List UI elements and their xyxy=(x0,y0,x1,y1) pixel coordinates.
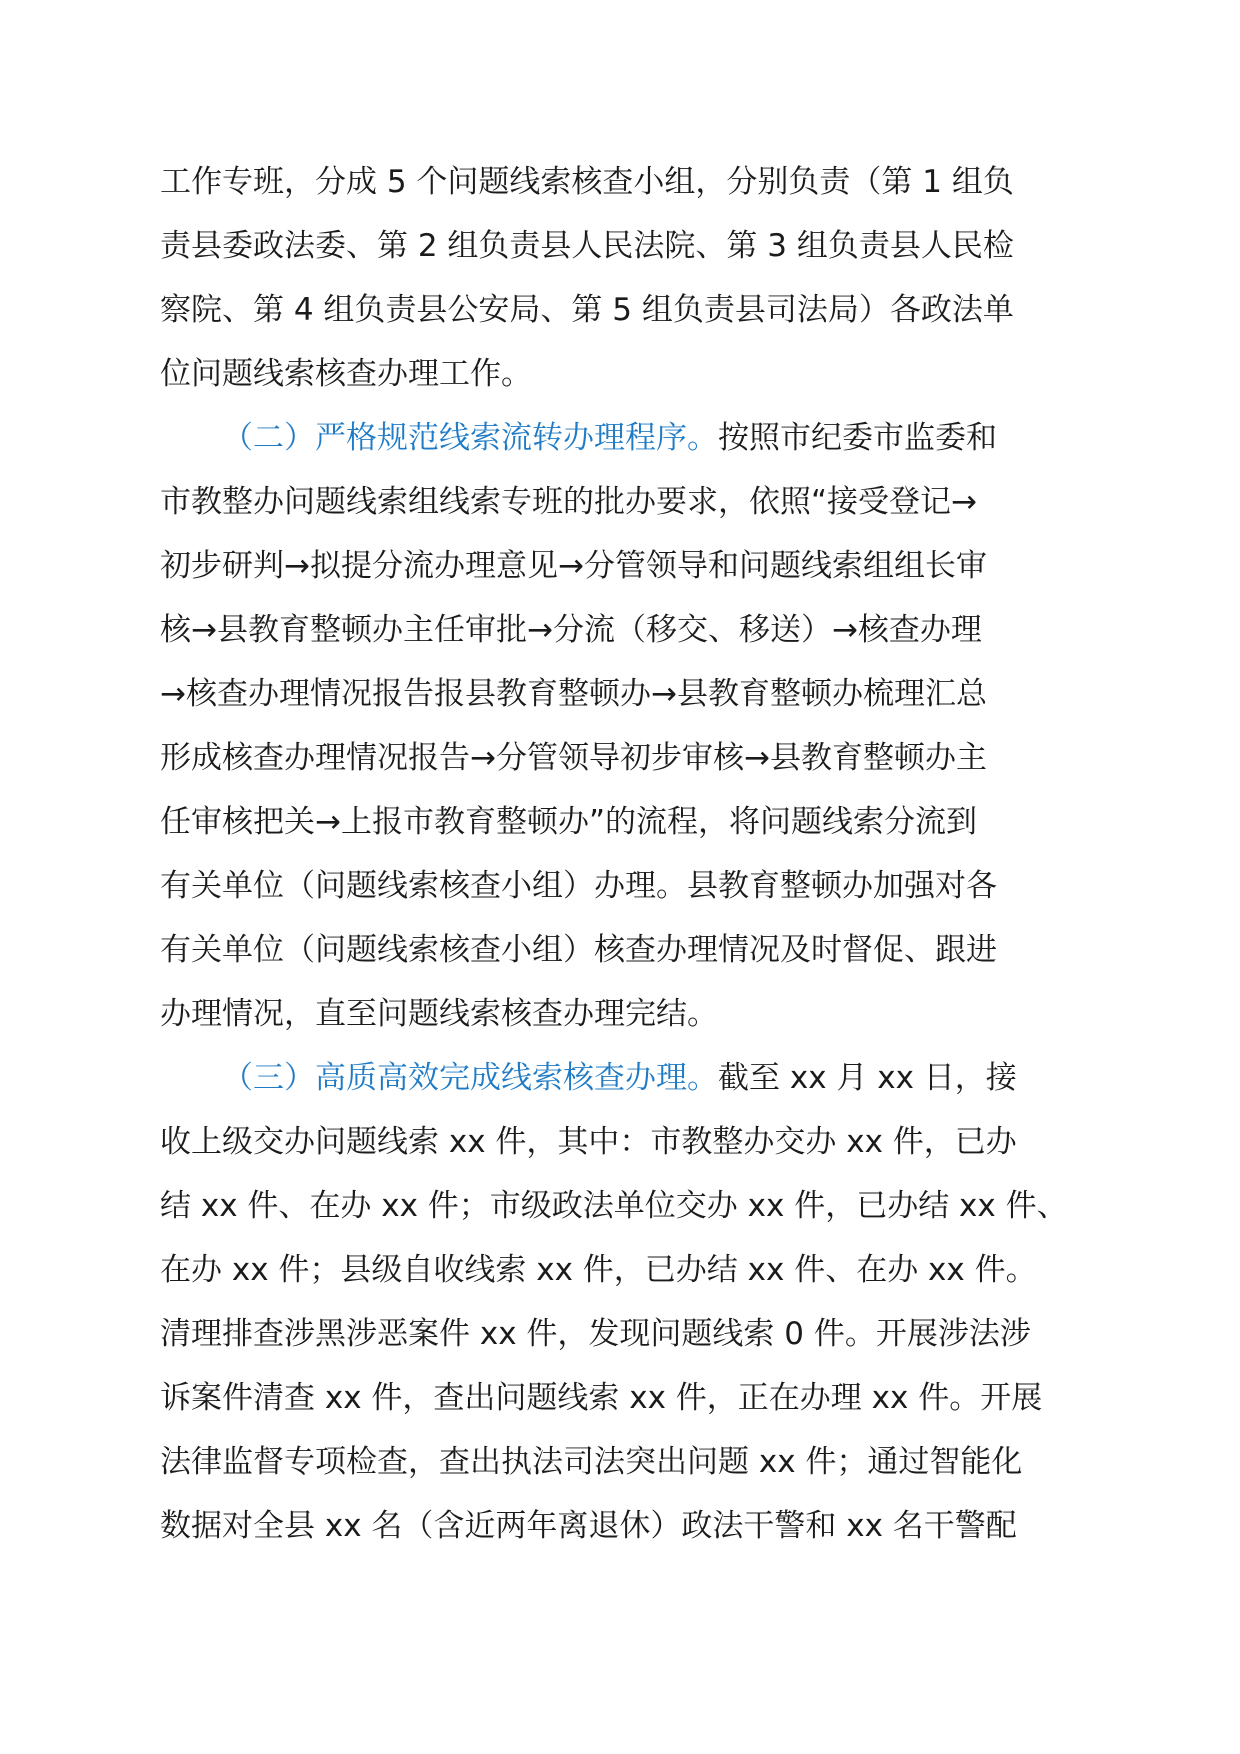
text-line: 有关单位（问题线索核查小组）核查办理情况及时督促、跟进 xyxy=(160,932,997,968)
paragraph-work-team xyxy=(160,150,1100,406)
text-line: 核→县教育整顿办主任审批→分流（移交、移送）→核查办理 xyxy=(160,612,982,648)
text-line: 数据对全县 xx 名（含近两年离退休）政法干警和 xx 名干警配 xyxy=(160,1508,1017,1544)
text-line: 察院、第 4 组负责县公安局、第 5 组负责县司法局）各政法单 xyxy=(160,292,1014,328)
paragraph-clue-transfer-procedure xyxy=(160,406,1100,1046)
text-line: 办理情况，直至问题线索核查办理完结。 xyxy=(160,996,718,1032)
text-line: 法律监督专项检查，查出执法司法突出问题 xx 件；通过智能化 xyxy=(160,1444,1023,1480)
text-line: 责县委政法委、第 2 组负责县人民法院、第 3 组负责县人民检 xyxy=(160,228,1014,264)
section-heading-2: （二）严格规范线索流转办理程序。 xyxy=(222,420,718,456)
text-line: 在办 xx 件；县级自收线索 xx 件，已办结 xx 件、在办 xx 件。 xyxy=(160,1252,1037,1288)
section-heading-3: （三）高质高效完成线索核查办理。 xyxy=(222,1060,718,1096)
text-line: 初步研判→拟提分流办理意见→分管领导和问题线索组组长审 xyxy=(160,548,987,584)
text-line: →核查办理情况报告报县教育整顿办→县教育整顿办梳理汇总 xyxy=(160,676,987,712)
text-line: 清理排查涉黑涉恶案件 xx 件，发现问题线索 0 件。开展涉法涉 xyxy=(160,1316,1031,1352)
text-line: 位问题线索核查办理工作。 xyxy=(160,356,532,392)
document-body xyxy=(160,150,1100,1558)
text-line: 工作专班，分成 5 个问题线索核查小组，分别负责（第 1 组负 xyxy=(160,164,1014,200)
text-line: 诉案件清查 xx 件，查出问题线索 xx 件，正在办理 xx 件。开展 xyxy=(160,1380,1043,1416)
text-line: 有关单位（问题线索核查小组）办理。县教育整顿办加强对各 xyxy=(160,868,997,904)
text-line: 形成核查办理情况报告→分管领导初步审核→县教育整顿办主 xyxy=(160,740,987,776)
paragraph-clue-verification xyxy=(160,1046,1100,1558)
paragraph-first-line xyxy=(160,1046,1100,1110)
text-line: 结 xx 件、在办 xx 件；市级政法单位交办 xx 件，已办结 xx 件、 xyxy=(160,1188,1068,1224)
text-line: 收上级交办问题线索 xx 件，其中：市教整办交办 xx 件，已办 xyxy=(160,1124,1017,1160)
text-line: 市教整办问题线索组线索专班的批办要求，依照“接受登记→ xyxy=(160,484,978,520)
paragraph-first-line xyxy=(160,406,1100,470)
text-run: 按照市纪委市监委和 xyxy=(718,420,997,456)
text-run: 截至 xx 月 xx 日，接 xyxy=(718,1060,1017,1096)
text-line: 任审核把关→上报市教育整顿办”的流程，将问题线索分流到 xyxy=(160,804,978,840)
